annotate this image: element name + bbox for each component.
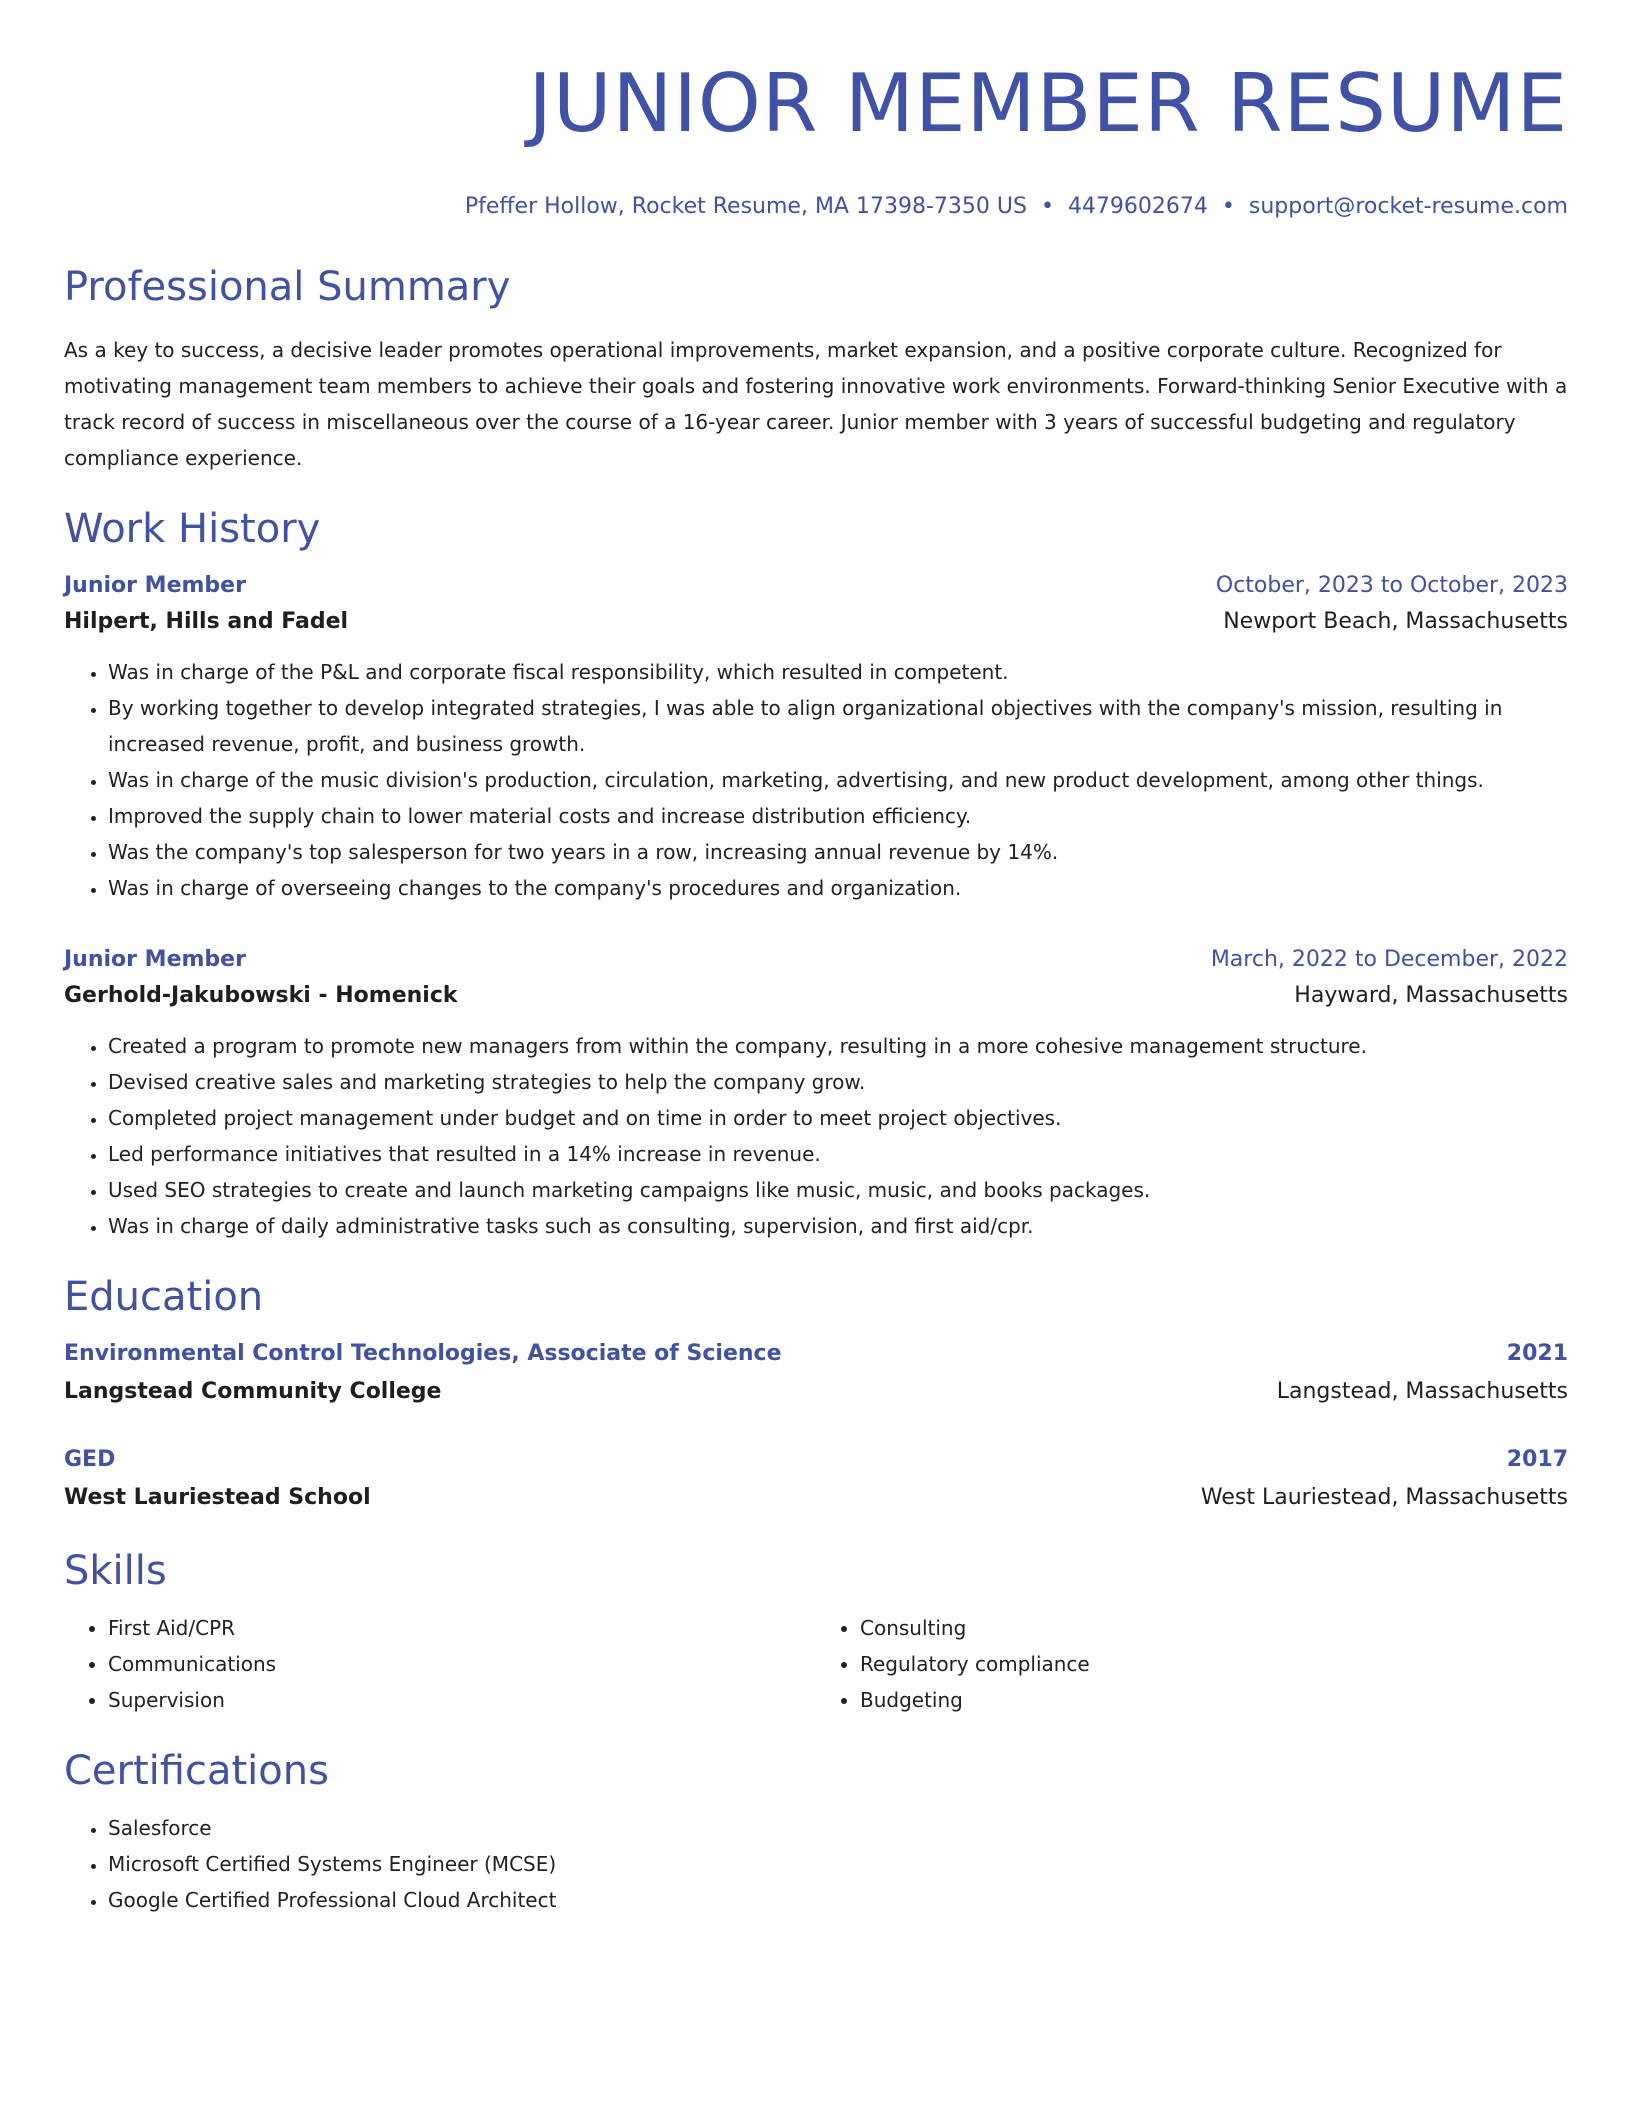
job-bullet: • Was in charge of overseeing changes to the company's procedures and organization. <box>108 870 1568 906</box>
job-entry <box>64 942 1568 1244</box>
summary-heading: Professional Summary <box>64 264 511 310</box>
job-dates: March, 2022 to December, 2022 <box>1210 947 1568 972</box>
skills-list-right <box>816 1610 1568 1718</box>
job-bullet: • Improved the supply chain to lower material costs and increase distribution efficiency. <box>108 798 1568 834</box>
job-title-row <box>64 942 1568 978</box>
work-history-heading: Work History <box>64 506 321 552</box>
job-entry <box>64 568 1568 906</box>
skill-item: • Regulatory compliance <box>860 1646 1568 1682</box>
education-degree-row <box>64 1336 1568 1372</box>
education-degree: GED <box>64 1447 116 1472</box>
job-company-row <box>64 604 1568 640</box>
job-bullet: • Used SEO strategies to create and launch marketing campaigns like music, music, and books packages. <box>108 1172 1568 1208</box>
job-bullets <box>64 1028 1568 1244</box>
job-bullet: • Led performance initiatives that resulted in a 14% increase in revenue. <box>108 1136 1568 1172</box>
education-school-row <box>64 1478 1568 1518</box>
job-company: Gerhold-Jakubowski - Homenick <box>64 983 458 1008</box>
certification-item: • Microsoft Certified Systems Engineer (MCSE) <box>108 1846 1568 1882</box>
skills-list-left <box>64 1610 816 1718</box>
education-location: West Lauriestead, Massachusetts <box>1200 1485 1568 1510</box>
job-title-row <box>64 568 1568 604</box>
skill-item: • Budgeting <box>860 1682 1568 1718</box>
education-year: 2021 <box>1506 1341 1568 1366</box>
summary-text: As a key to success, a decisive leader promotes operational improvements, market expansion, and a positive corporate culture. Recognized for motivating management team members to achieve their goals and fostering innovative work environments. Forward-thinking Senior Executive with a track record of success in miscellaneous over the course of a 16-year career. Junior member with 3 years of successful budgeting and regulatory compliance experience. <box>64 338 1568 470</box>
skill-item: • Communications <box>108 1646 816 1682</box>
contact-address: Pfeffer Hollow, Rocket Resume, MA 17398-7350 US <box>464 194 1027 219</box>
certification-item: • Google Certified Professional Cloud Architect <box>108 1882 1568 1918</box>
resume-name: JUNIOR MEMBER RESUME <box>528 57 1568 150</box>
contact-separator: • <box>1221 194 1235 219</box>
job-role: Junior Member <box>64 947 246 972</box>
skills-grid <box>64 1610 1568 1718</box>
job-bullet: • Created a program to promote new managers from within the company, resulting in a more cohesive management structure. <box>108 1028 1568 1064</box>
education-location: Langstead, Massachusetts <box>1276 1379 1568 1404</box>
job-bullet: • Was in charge of daily administrative tasks such as consulting, supervision, and first aid/cpr. <box>108 1208 1568 1244</box>
skill-item: • First Aid/CPR <box>108 1610 816 1646</box>
job-company-row <box>64 978 1568 1014</box>
contact-email: support@rocket-resume.com <box>1248 194 1568 219</box>
education-school-row <box>64 1372 1568 1412</box>
education-heading: Education <box>64 1274 264 1320</box>
job-bullet: • Was in charge of the P&L and corporate fiscal responsibility, which resulted in competent. <box>108 654 1568 690</box>
job-location: Hayward, Massachusetts <box>1294 983 1568 1008</box>
certifications-list <box>64 1810 1568 1918</box>
contact-line <box>64 192 1568 222</box>
skill-item: • Supervision <box>108 1682 816 1718</box>
certifications-heading: Certifications <box>64 1748 329 1794</box>
education-year: 2017 <box>1506 1447 1568 1472</box>
education-school: Langstead Community College <box>64 1379 442 1404</box>
job-dates: October, 2023 to October, 2023 <box>1215 573 1568 598</box>
skill-item: • Consulting <box>860 1610 1568 1646</box>
job-location: Newport Beach, Massachusetts <box>1223 609 1568 634</box>
education-school: West Lauriestead School <box>64 1485 371 1510</box>
job-bullets <box>64 654 1568 906</box>
job-bullet: • Was in charge of the music division's production, circulation, marketing, advertising, and new product development, among other things. <box>108 762 1568 798</box>
job-bullet: • By working together to develop integrated strategies, I was able to align organizational objectives with the company's mission, resulting in increased revenue, profit, and business growth. <box>108 690 1568 762</box>
skills-heading: Skills <box>64 1548 167 1594</box>
job-bullet: • Completed project management under budget and on time in order to meet project objectives. <box>108 1100 1568 1136</box>
contact-separator: • <box>1040 194 1054 219</box>
education-entry <box>64 1336 1568 1412</box>
certification-item: • Salesforce <box>108 1810 1568 1846</box>
education-degree-row <box>64 1442 1568 1478</box>
resume-header <box>64 56 1568 222</box>
contact-phone: 4479602674 <box>1067 194 1208 219</box>
job-role: Junior Member <box>64 573 246 598</box>
job-bullet: • Was the company's top salesperson for two years in a row, increasing annual revenue by 14%. <box>108 834 1568 870</box>
education-entry <box>64 1442 1568 1518</box>
education-degree: Environmental Control Technologies, Associate of Science <box>64 1341 782 1366</box>
job-bullet: • Devised creative sales and marketing strategies to help the company grow. <box>108 1064 1568 1100</box>
job-company: Hilpert, Hills and Fadel <box>64 609 349 634</box>
